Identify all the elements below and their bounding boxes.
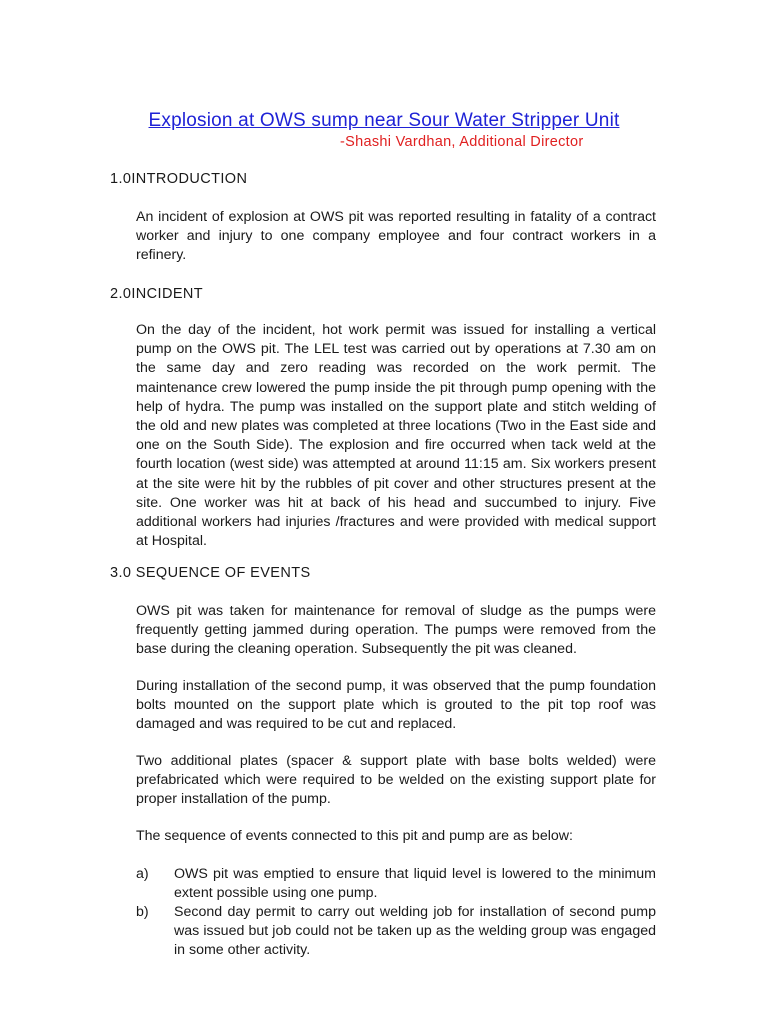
sequence-paragraph-4: The sequence of events connected to this pit and pump are as below:: [136, 828, 573, 844]
document-title: Explosion at OWS sump near Sour Water Stripper Unit: [148, 110, 620, 131]
list-item: [136, 903, 656, 961]
section-heading-introduction: 1.0INTRODUCTION: [110, 171, 248, 187]
section-heading-sequence-of-events: 3.0 SEQUENCE OF EVENTS: [110, 565, 311, 581]
sequence-paragraph-3: Two additional plates (spacer & support plate with base bolts welded) were prefabricated which were required to be welded on the existing support plate for proper installation of the pump.: [136, 753, 656, 808]
list-item-marker: b): [136, 904, 149, 920]
sequence-paragraph-2: During installation of the second pump, it was observed that the pump foundation bolts mounted on the support plate which is grouted to the pit top roof was damaged and was required to be cut and replaced.: [136, 678, 656, 733]
introduction-paragraph: An incident of explosion at OWS pit was reported resulting in fatality of a contract worker and injury to one company employee and four contract workers in a refinery.: [136, 209, 656, 264]
section-heading-incident: 2.0INCIDENT: [110, 286, 204, 302]
list-item-marker: a): [136, 866, 149, 882]
list-item: [136, 865, 656, 903]
list-item-text: Second day permit to carry out welding job for installation of second pump was issued but job could not be taken up as the welding group was engaged in some other activity.: [174, 904, 656, 959]
sequence-paragraph-1: OWS pit was taken for maintenance for removal of sludge as the pumps were frequently getting jammed during operation. The pumps were removed from the base during the cleaning operation. Subsequently the pit was cleaned.: [136, 603, 656, 658]
list-item-text: OWS pit was emptied to ensure that liquid level is lowered to the minimum extent possible using one pump.: [174, 866, 656, 902]
incident-paragraph: On the day of the incident, hot work permit was issued for installing a vertical pump on the OWS pit. The LEL test was carried out by operations at 7.30 am on the same day and zero reading was recorded on the work permit. The maintenance crew lowered the pump inside the pit through pump opening with the help of hydra. The pump was installed on the support plate and stitch welding of the old and new plates was completed at three locations (Two in the East side and one on the South Side). The explosion and fire occurred when tack weld at the fourth location (west side) was attempted at around 11:15 am. Six workers present at the site were hit by the rubbles of pit cover and other structures present at the site. One worker was hit at back of his head and succumbed to injury. Five additional workers had injuries /fractures and were provided with medical support at Hospital.: [136, 322, 656, 550]
document-author: -Shashi Vardhan, Additional Director: [340, 134, 584, 150]
